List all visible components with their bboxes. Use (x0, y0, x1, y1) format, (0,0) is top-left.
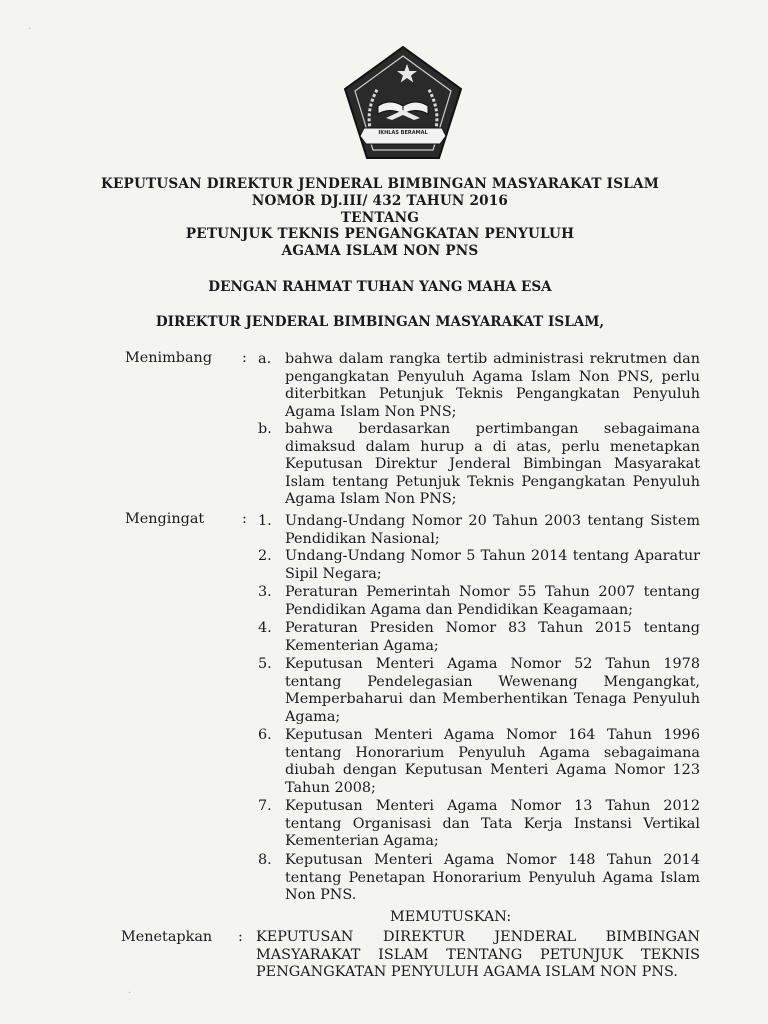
ministry-emblem (342, 44, 464, 162)
item-text: bahwa dalam rangka tertib administrasi rekrutmen dan pengangkatan Penyuluh Agama Islam Non PNS, perlu diterbitkan Petunjuk Teknis Pengangkatan Penyuluh Agama Islam Non PNS; (285, 351, 700, 420)
item-text: Keputusan Menteri Agama Nomor 148 Tahun 2014 tentang Penetapan Honorarium Penyuluh Agama Islam Non PNS. (285, 852, 700, 903)
title-line-5: AGAMA ISLAM NON PNS (281, 243, 479, 260)
item-text: Undang-Undang Nomor 5 Tahun 2014 tentang Aparatur Sipil Negara; (285, 548, 700, 582)
item-marker: 8. (258, 852, 272, 868)
title-line-2: NOMOR DJ.III/ 432 TAHUN 2016 (251, 192, 509, 209)
scan-speck: · (28, 24, 32, 35)
item-marker: 2. (258, 548, 272, 564)
menetapkan-label: Menetapkan (121, 929, 213, 945)
menimbang-item-b (258, 421, 700, 509)
item-text: Keputusan Menteri Agama Nomor 13 Tahun 2012 tentang Organisasi dan Tata Kerja Instansi Vertikal Kementerian Agama; (285, 798, 700, 849)
item-text: Keputusan Menteri Agama Nomor 52 Tahun 1978 tentang Pendelegasian Wewenang Mengangkat, Memperbaharui dan Memberhentikan Tenaga Penyuluh Agama; (285, 656, 700, 725)
title-line-4: PETUNJUK TEKNIS PENGANGKATAN PENYULUH (185, 226, 575, 243)
item-marker: 6. (258, 727, 272, 743)
item-marker: a. (258, 351, 272, 367)
mengingat-item-7 (258, 798, 700, 851)
item-text: bahwa berdasarkan pertimbangan sebagaimana dimaksud dalam hurup a di atas, perlu menetapkan Keputusan Direktur Jenderal Bimbingan Masyarakat Islam tentang Petunjuk Teknis Pengangkatan Penyuluh Agama Islam Non PNS; (285, 421, 700, 507)
scan-speck: · (128, 988, 132, 999)
item-marker: b. (258, 421, 272, 437)
menetapkan-colon: : (238, 929, 243, 945)
item-text: Undang-Undang Nomor 20 Tahun 2003 tentang Sistem Pendidikan Nasional; (285, 513, 700, 547)
director-line: DIREKTUR JENDERAL BIMBINGAN MASYARAKAT ISLAM, (155, 314, 605, 330)
menimbang-colon: : (242, 350, 247, 366)
mengingat-item-4 (258, 620, 700, 655)
item-marker: 3. (258, 584, 272, 600)
grace-line: DENGAN RAHMAT TUHAN YANG MAHA ESA (208, 279, 552, 295)
mengingat-colon: : (242, 511, 247, 527)
emblem-ribbon-text: IKHLAS BERAMAL (378, 130, 428, 136)
title-line-1: KEPUTUSAN DIREKTUR JENDERAL BIMBINGAN MASYARAKAT ISLAM (100, 176, 660, 192)
item-marker: 5. (258, 656, 272, 672)
menetapkan-text: KEPUTUSAN DIREKTUR JENDERAL BIMBINGAN MASYARAKAT ISLAM TENTANG PETUNJUK TEKNIS PENGANGKATAN PENYULUH AGAMA ISLAM NON PNS. (256, 929, 700, 980)
item-marker: 7. (258, 798, 272, 814)
mengingat-item-8 (258, 852, 700, 905)
item-text: Peraturan Pemerintah Nomor 55 Tahun 2007 tentang Pendidikan Agama dan Pendidikan Keagamaan; (285, 584, 700, 618)
mengingat-label: Mengingat (125, 511, 205, 527)
decree-title-block (100, 176, 660, 260)
item-marker: 1. (258, 513, 272, 529)
memutuskan-heading: MEMUTUSKAN: (390, 909, 512, 925)
item-marker: 4. (258, 620, 272, 636)
title-line-3: TENTANG (340, 209, 420, 226)
item-text: Peraturan Presiden Nomor 83 Tahun 2015 tentang Kementerian Agama; (285, 620, 700, 654)
menimbang-item-a (258, 351, 700, 421)
mengingat-item-5 (258, 656, 700, 726)
mengingat-item-6 (258, 727, 700, 797)
item-text: Keputusan Menteri Agama Nomor 164 Tahun 1996 tentang Honorarium Penyuluh Agama sebagaimana diubah dengan Keputusan Menteri Agama Nomor 123 Tahun 2008; (285, 727, 700, 796)
mengingat-item-1 (258, 513, 700, 548)
menimbang-label: Menimbang (125, 350, 213, 366)
mengingat-item-3 (258, 584, 700, 619)
mengingat-item-2 (258, 548, 700, 583)
